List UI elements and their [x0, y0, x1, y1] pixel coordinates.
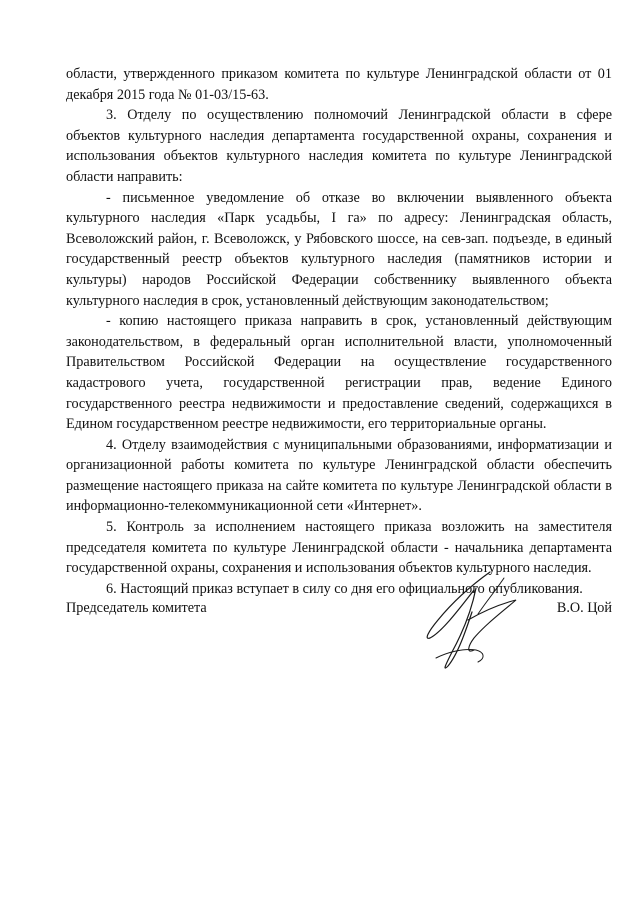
handwritten-signature — [416, 568, 536, 678]
paragraph-refusal-notice: - письменное уведомление об отказе во включении выявленного объекта культурного наследия «Парк усадьбы, I га» по адресу: Ленинградская область, Всеволожский район, г. Всеволожск, у Рябовского шоссе, на сев-зап. подъезде, в единый государственный реестр объектов культурного наследия (памятников истории и культуры) народов Российской Федерации собственнику выявленного объекта культурного наследия в срок, установленный действующим законодательством; — [66, 189, 612, 309]
signature-block — [66, 590, 612, 710]
order-text — [66, 64, 612, 599]
paragraph-item-4: 4. Отделу взаимодействия с муниципальными образованиями, информатизации и организационной работы комитета по культуре Ленинградской области обеспечить размещение настоящего приказа на сайте комитета по культуре Ленинградской области в информационно-телекоммуникационной сети «Интернет». — [66, 436, 612, 515]
signer-title: Председатель комитета — [66, 600, 207, 616]
paragraph-item-6: 6. Настоящий приказ вступает в силу со дня его официального опубликования. — [106, 580, 583, 597]
paragraph-item-3: 3. Отделу по осуществлению полномочий Ленинградской области в сфере объектов культурного наследия департамента государственной охраны, сохранения и использования объектов культурного наследия комитета по культуре Ленинградской области направить: — [66, 107, 612, 185]
paragraph-continuation: области, утвержденного приказом комитета по культуре Ленинградской области от 01 декабря 2015 года № 01-03/15-63. — [66, 66, 612, 103]
paragraph-item-5: 5. Контроль за исполнением настоящего приказа возложить на заместителя председателя комитета по культуре Ленинградской области - начальника департамента государственной охраны, сохранения и использования объектов культурного наследия. — [66, 519, 612, 577]
signer-name: В.О. Цой — [556, 600, 612, 616]
paragraph-copy-to-registry: - копию настоящего приказа направить в срок, установленный действующим законодательством, в федеральный орган исполнительной власти, уполномоченный Правительством Российской Федерации на осуществление государственного кадастрового учета, государственной регистрации прав, ведение Единого государственного реестра недвижимости и предоставление сведений, содержащихся в Едином государственном реестре недвижимости, его территориальные органы. — [66, 313, 612, 433]
